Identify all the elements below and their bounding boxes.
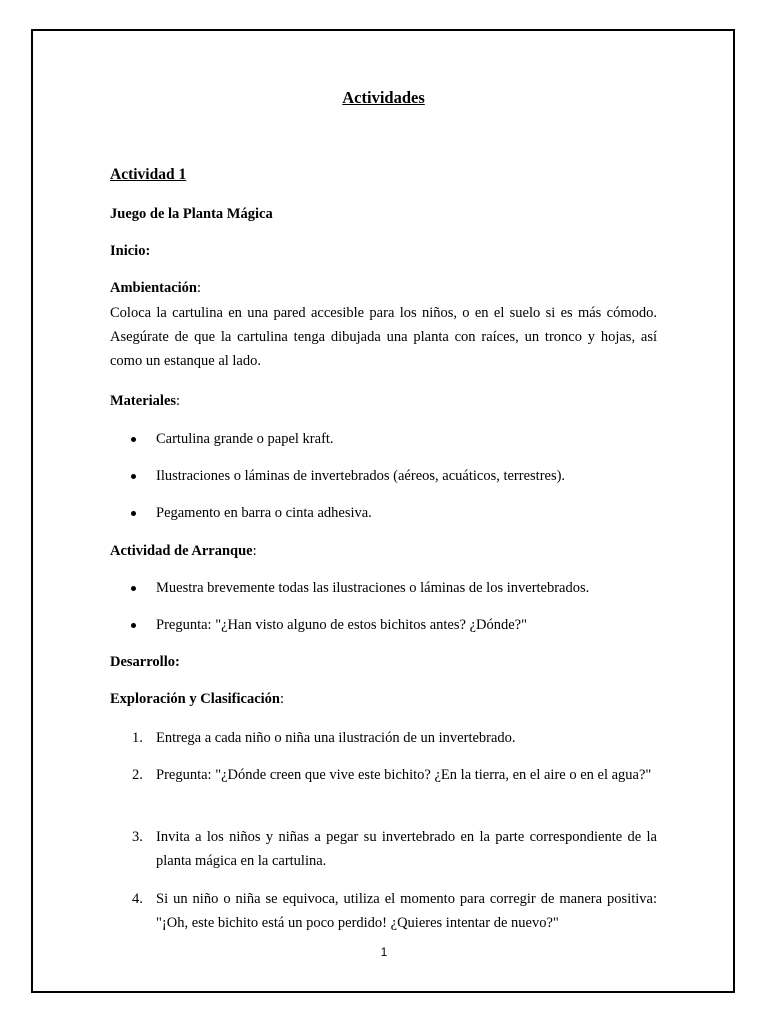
materiales-heading — [110, 389, 657, 413]
numbered-item-text: Invita a los niños y niñas a pegar su invertebrado en la parte correspondiente de la planta mágica en la cartulina. — [156, 829, 657, 869]
bullet-icon — [130, 510, 138, 518]
arranque-label: Actividad de Arranque — [110, 543, 253, 559]
game-title: Juego de la Planta Mágica — [110, 206, 273, 222]
bullet-icon — [130, 585, 138, 593]
numbered-item-text: Entrega a cada niño o niña una ilustración de un invertebrado. — [156, 730, 516, 746]
page-number: 1 — [380, 945, 388, 959]
activity-heading: Actividad 1 — [110, 166, 187, 183]
bullet-icon — [130, 436, 138, 444]
inicio-heading: Inicio: — [110, 243, 151, 259]
numbered-item-text: Si un niño o niña se equivoca, utiliza el momento para corregir de manera positiva: "¡Oh, este bichito está un poco perdido! ¿Quieres intentar de nuevo?" — [156, 891, 657, 931]
numbered-item-text: Pregunta: "¿Dónde creen que vive este bichito? ¿En la tierra, en el aire o en el agua?" — [156, 767, 652, 783]
bullet-icon — [130, 473, 138, 481]
item-number: 3. — [132, 829, 143, 845]
list-item-text: Pregunta: "¿Han visto alguno de estos bichitos antes? ¿Dónde?" — [156, 617, 528, 633]
exploracion-colon: : — [279, 691, 285, 707]
ambientacion-colon: : — [197, 280, 202, 296]
item-number: 1. — [132, 730, 143, 746]
item-number: 2. — [132, 767, 143, 783]
materiales-label: Materiales — [110, 393, 177, 409]
arranque-heading — [110, 539, 657, 563]
ambientacion-section — [110, 276, 657, 373]
exploracion-heading — [110, 687, 657, 711]
list-item-text: Pegamento en barra o cinta adhesiva. — [156, 505, 372, 521]
list-item-text: Cartulina grande o papel kraft. — [156, 431, 334, 447]
bullet-icon — [130, 622, 138, 630]
exploracion-label: Exploración y Clasificación — [110, 691, 280, 707]
list-item-text: Ilustraciones o láminas de invertebrados (aéreos, acuáticos, terrestres). — [156, 468, 566, 484]
materiales-colon: : — [176, 393, 181, 409]
desarrollo-heading: Desarrollo: — [110, 654, 180, 670]
arranque-colon: : — [252, 543, 257, 559]
list-item-text: Muestra brevemente todas las ilustraciones o láminas de los invertebrados. — [156, 580, 590, 596]
ambientacion-text: Coloca la cartulina en una pared accesible para los niños, o en el suelo si es más cómodo. Asegúrate de que la cartulina tenga dibujada una planta con raíces, un tronco y hojas, así como un estanque al lado. — [110, 305, 657, 369]
item-number: 4. — [132, 891, 143, 907]
page-title: Actividades — [342, 88, 425, 107]
ambientacion-label: Ambientación — [110, 280, 197, 296]
